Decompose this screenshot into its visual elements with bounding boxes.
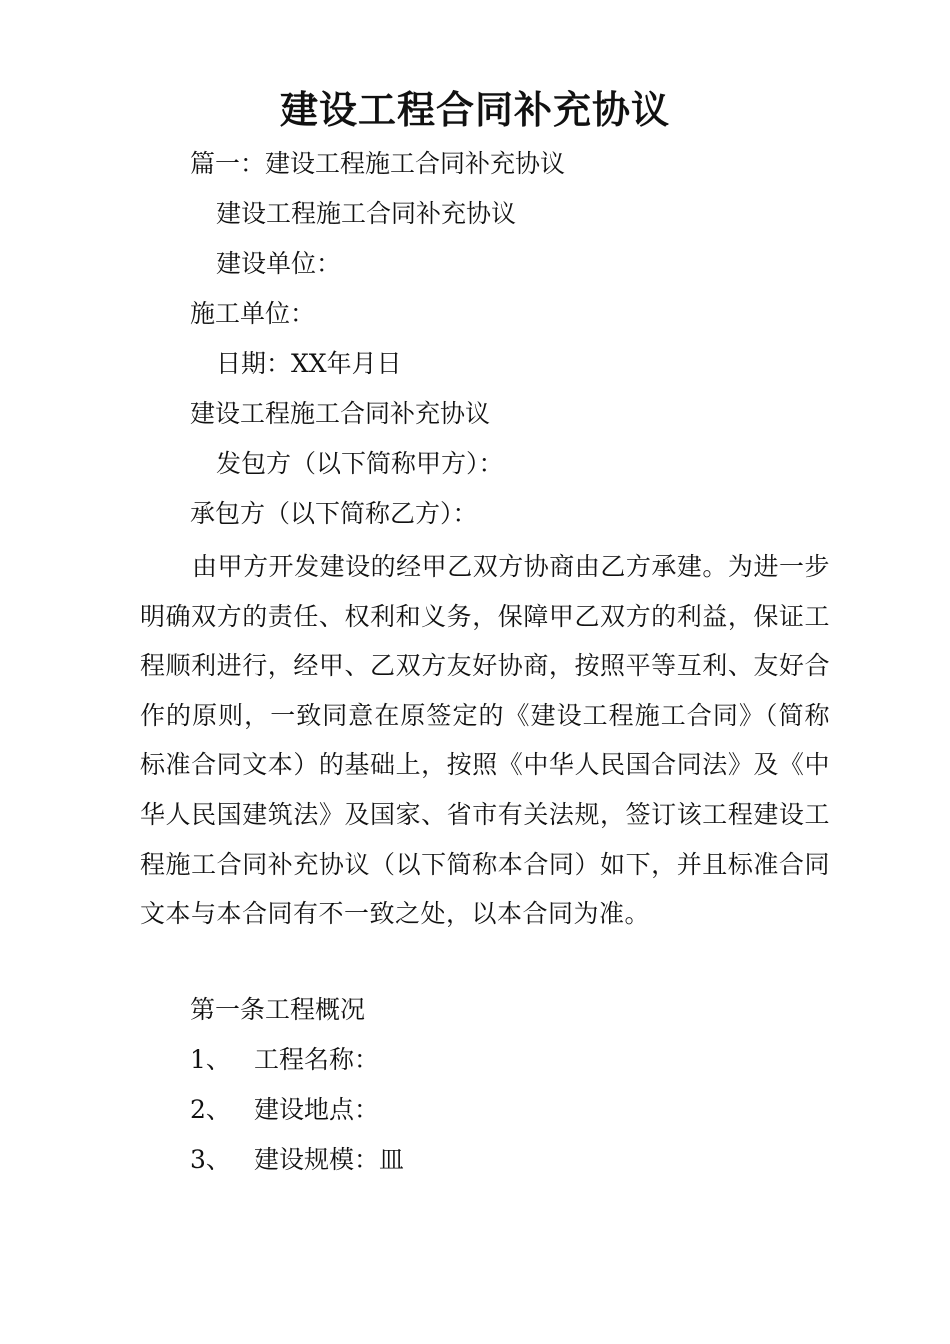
list-item — [190, 1092, 379, 1128]
list-item-number: 2、 — [190, 1095, 231, 1124]
document-title: 建设工程合同补充协议 — [279, 87, 670, 132]
party-a-line: 发包方（以下简称甲方）： — [216, 449, 504, 478]
construction-unit-line: 施工单位： — [190, 299, 316, 328]
agreement-title-line: 建设工程施工合同补充协议 — [190, 399, 491, 428]
list-item-text: 建设地点： — [254, 1095, 380, 1124]
chapter-heading: 篇一：建设工程施工合同补充协议 — [190, 149, 566, 178]
list-item-number: 1、 — [190, 1045, 231, 1074]
list-item-text: 工程名称： — [254, 1045, 380, 1074]
list-item — [190, 1142, 404, 1178]
date-line: 日期：XX年月日 — [216, 349, 402, 378]
party-b-line: 承包方（以下简称乙方）： — [190, 499, 478, 528]
preamble-paragraph: 由甲方开发建设的经甲乙双方协商由乙方承建。为进一步明确双方的责任、权利和义务，保障甲乙双方的利益，保证工程顺利进行，经甲、乙双方友好协商，按照平等互利、友好合作的原则，一致同意在原签定的《建设工程施工合同》（简称标准合同文本）的基础上，按照《中华人民国合同法》及《中华人民国建筑法》及国家、省市有关法规，签订该工程建设工程施工合同补充协议（以下简称本合同）如下，并且标准合同文本与本合同有不一致之处，以本合同为准。 — [140, 552, 830, 929]
builder-unit-line: 建设单位： — [216, 249, 342, 278]
list-item-text: 建设规模：皿 — [254, 1145, 405, 1174]
list-item-number: 3、 — [190, 1145, 231, 1174]
section-heading: 第一条工程概况 — [190, 995, 366, 1024]
subtitle-line: 建设工程施工合同补充协议 — [216, 199, 517, 228]
list-item — [190, 1042, 379, 1078]
